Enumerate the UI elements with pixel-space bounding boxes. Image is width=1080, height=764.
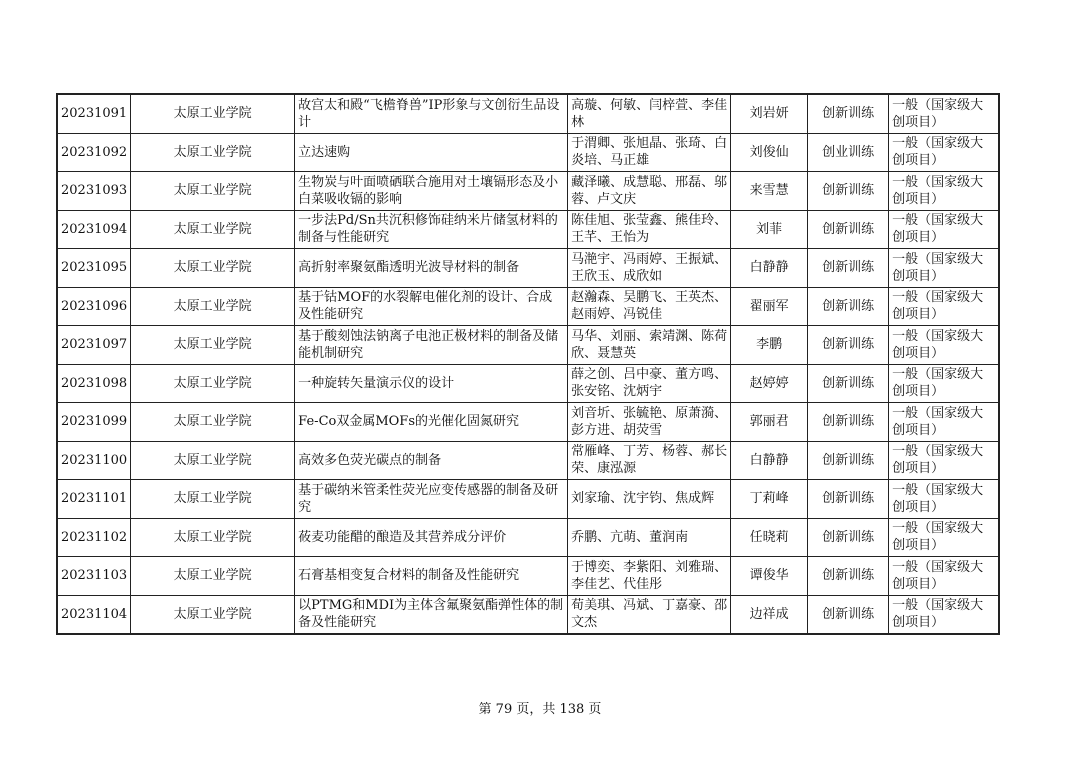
project-type-cell: 创业训练	[808, 133, 889, 172]
project-id-cell: 20231097	[57, 326, 131, 365]
project-id-cell: 20231091	[57, 94, 131, 133]
project-id-cell: 20231102	[57, 518, 131, 557]
project-type-cell: 创新训练	[808, 595, 889, 634]
members-cell: 马华、刘丽、索靖渊、陈荷欣、聂慧英	[568, 326, 731, 365]
project-name-cell: 一种旋转矢量演示仪的设计	[295, 364, 568, 403]
project-id-cell: 20231092	[57, 133, 131, 172]
project-level-cell: 一般（国家级大创项目）	[889, 210, 999, 249]
project-type-cell: 创新训练	[808, 210, 889, 249]
project-id-cell: 20231104	[57, 595, 131, 634]
project-level-cell: 一般（国家级大创项目）	[889, 326, 999, 365]
members-cell: 赵瀚森、吴鹏飞、王英杰、赵雨婷、冯锐佳	[568, 287, 731, 326]
advisor-cell: 郭丽君	[731, 403, 808, 442]
school-cell: 太原工业学院	[131, 210, 295, 249]
project-level-cell: 一般（国家级大创项目）	[889, 403, 999, 442]
members-cell: 马滟宇、冯雨婷、王振斌、王欣玉、成欣如	[568, 249, 731, 288]
school-cell: 太原工业学院	[131, 133, 295, 172]
advisor-cell: 翟丽军	[731, 287, 808, 326]
advisor-cell: 白静静	[731, 249, 808, 288]
project-type-cell: 创新训练	[808, 326, 889, 365]
project-name-cell: 莜麦功能醋的酿造及其营养成分评价	[295, 518, 568, 557]
table-row	[57, 441, 999, 480]
project-level-cell: 一般（国家级大创项目）	[889, 287, 999, 326]
project-table	[56, 93, 1000, 635]
project-id-cell: 20231103	[57, 557, 131, 596]
page-footer	[0, 698, 1080, 717]
advisor-cell: 刘岩妍	[731, 94, 808, 133]
school-cell: 太原工业学院	[131, 480, 295, 519]
table-row	[57, 287, 999, 326]
project-id-cell: 20231096	[57, 287, 131, 326]
advisor-cell: 边祥成	[731, 595, 808, 634]
project-type-cell: 创新训练	[808, 441, 889, 480]
school-cell: 太原工业学院	[131, 326, 295, 365]
table-row	[57, 133, 999, 172]
members-cell: 刘音圻、张毓艳、原萧漪、彭方进、胡荧雪	[568, 403, 731, 442]
advisor-cell: 任晓莉	[731, 518, 808, 557]
advisor-cell: 白静静	[731, 441, 808, 480]
project-level-cell: 一般（国家级大创项目）	[889, 364, 999, 403]
school-cell: 太原工业学院	[131, 518, 295, 557]
table-row	[57, 518, 999, 557]
project-id-cell: 20231098	[57, 364, 131, 403]
project-type-cell: 创新训练	[808, 364, 889, 403]
school-cell: 太原工业学院	[131, 172, 295, 211]
project-level-cell: 一般（国家级大创项目）	[889, 441, 999, 480]
table-row	[57, 94, 999, 133]
table-row	[57, 403, 999, 442]
advisor-cell: 谭俊华	[731, 557, 808, 596]
project-level-cell: 一般（国家级大创项目）	[889, 94, 999, 133]
project-id-cell: 20231100	[57, 441, 131, 480]
project-name-cell: 基于钴MOF的水裂解电催化剂的设计、合成及性能研究	[295, 287, 568, 326]
project-name-cell: Fe-Co双金属MOFs的光催化固氮研究	[295, 403, 568, 442]
project-name-cell: 基于酸刻蚀法钠离子电池正极材料的制备及储能机制研究	[295, 326, 568, 365]
advisor-cell: 来雪慧	[731, 172, 808, 211]
project-level-cell: 一般（国家级大创项目）	[889, 595, 999, 634]
project-type-cell: 创新训练	[808, 403, 889, 442]
members-cell: 藏泽曦、成慧聪、邢磊、邬蓉、卢文庆	[568, 172, 731, 211]
members-cell: 高璇、何敏、闫梓萱、李佳林	[568, 94, 731, 133]
project-type-cell: 创新训练	[808, 172, 889, 211]
school-cell: 太原工业学院	[131, 94, 295, 133]
project-type-cell: 创新训练	[808, 480, 889, 519]
advisor-cell: 赵婷婷	[731, 364, 808, 403]
table-row	[57, 172, 999, 211]
project-level-cell: 一般（国家级大创项目）	[889, 518, 999, 557]
members-cell: 于博奕、李紫阳、刘雅瑞、李佳艺、代佳彤	[568, 557, 731, 596]
members-cell: 荀美琪、冯斌、丁嘉豪、邵文杰	[568, 595, 731, 634]
table-row	[57, 249, 999, 288]
project-id-cell: 20231094	[57, 210, 131, 249]
table-row	[57, 326, 999, 365]
members-cell: 于渭卿、张旭晶、张琦、白炎培、马正雄	[568, 133, 731, 172]
project-type-cell: 创新训练	[808, 94, 889, 133]
project-name-cell: 高折射率聚氨酯透明光波导材料的制备	[295, 249, 568, 288]
school-cell: 太原工业学院	[131, 249, 295, 288]
members-cell: 刘家瑜、沈宇钧、焦成辉	[568, 480, 731, 519]
school-cell: 太原工业学院	[131, 595, 295, 634]
project-name-cell: 生物炭与叶面喷硒联合施用对土壤镉形态及小白菜吸收镉的影响	[295, 172, 568, 211]
school-cell: 太原工业学院	[131, 287, 295, 326]
project-name-cell: 基于碳纳米管柔性荧光应变传感器的制备及研究	[295, 480, 568, 519]
school-cell: 太原工业学院	[131, 403, 295, 442]
advisor-cell: 刘俊仙	[731, 133, 808, 172]
project-name-cell: 立达速购	[295, 133, 568, 172]
project-type-cell: 创新训练	[808, 287, 889, 326]
project-level-cell: 一般（国家级大创项目）	[889, 249, 999, 288]
project-name-cell: 一步法Pd/Sn共沉积修饰硅纳米片储氢材料的制备与性能研究	[295, 210, 568, 249]
project-id-cell: 20231093	[57, 172, 131, 211]
project-id-cell: 20231095	[57, 249, 131, 288]
school-cell: 太原工业学院	[131, 364, 295, 403]
members-cell: 乔鹏、亢萌、董润南	[568, 518, 731, 557]
project-type-cell: 创新训练	[808, 557, 889, 596]
advisor-cell: 丁莉峰	[731, 480, 808, 519]
members-cell: 薛之创、吕中豪、董方鸣、张安铭、沈炳宇	[568, 364, 731, 403]
school-cell: 太原工业学院	[131, 441, 295, 480]
table-row	[57, 595, 999, 634]
project-name-cell: 故宫太和殿“飞檐脊兽”IP形象与文创衍生品设计	[295, 94, 568, 133]
project-name-cell: 以PTMG和MDI为主体含氟聚氨酯弹性体的制备及性能研究	[295, 595, 568, 634]
project-name-cell: 石膏基相变复合材料的制备及性能研究	[295, 557, 568, 596]
project-level-cell: 一般（国家级大创项目）	[889, 133, 999, 172]
advisor-cell: 李鹏	[731, 326, 808, 365]
table-row	[57, 480, 999, 519]
table-row	[57, 210, 999, 249]
school-cell: 太原工业学院	[131, 557, 295, 596]
table-body	[57, 94, 999, 634]
project-level-cell: 一般（国家级大创项目）	[889, 557, 999, 596]
project-id-cell: 20231101	[57, 480, 131, 519]
project-level-cell: 一般（国家级大创项目）	[889, 172, 999, 211]
project-level-cell: 一般（国家级大创项目）	[889, 480, 999, 519]
page-number: 第 79 页，共 138 页	[478, 702, 602, 717]
project-type-cell: 创新训练	[808, 518, 889, 557]
project-id-cell: 20231099	[57, 403, 131, 442]
advisor-cell: 刘菲	[731, 210, 808, 249]
project-name-cell: 高效多色荧光碳点的制备	[295, 441, 568, 480]
members-cell: 常雁峰、丁芳、杨蓉、郝长荣、康泓源	[568, 441, 731, 480]
project-type-cell: 创新训练	[808, 249, 889, 288]
members-cell: 陈佳旭、张莹鑫、熊佳玲、王芊、王怡为	[568, 210, 731, 249]
table-row	[57, 557, 999, 596]
table-row	[57, 364, 999, 403]
